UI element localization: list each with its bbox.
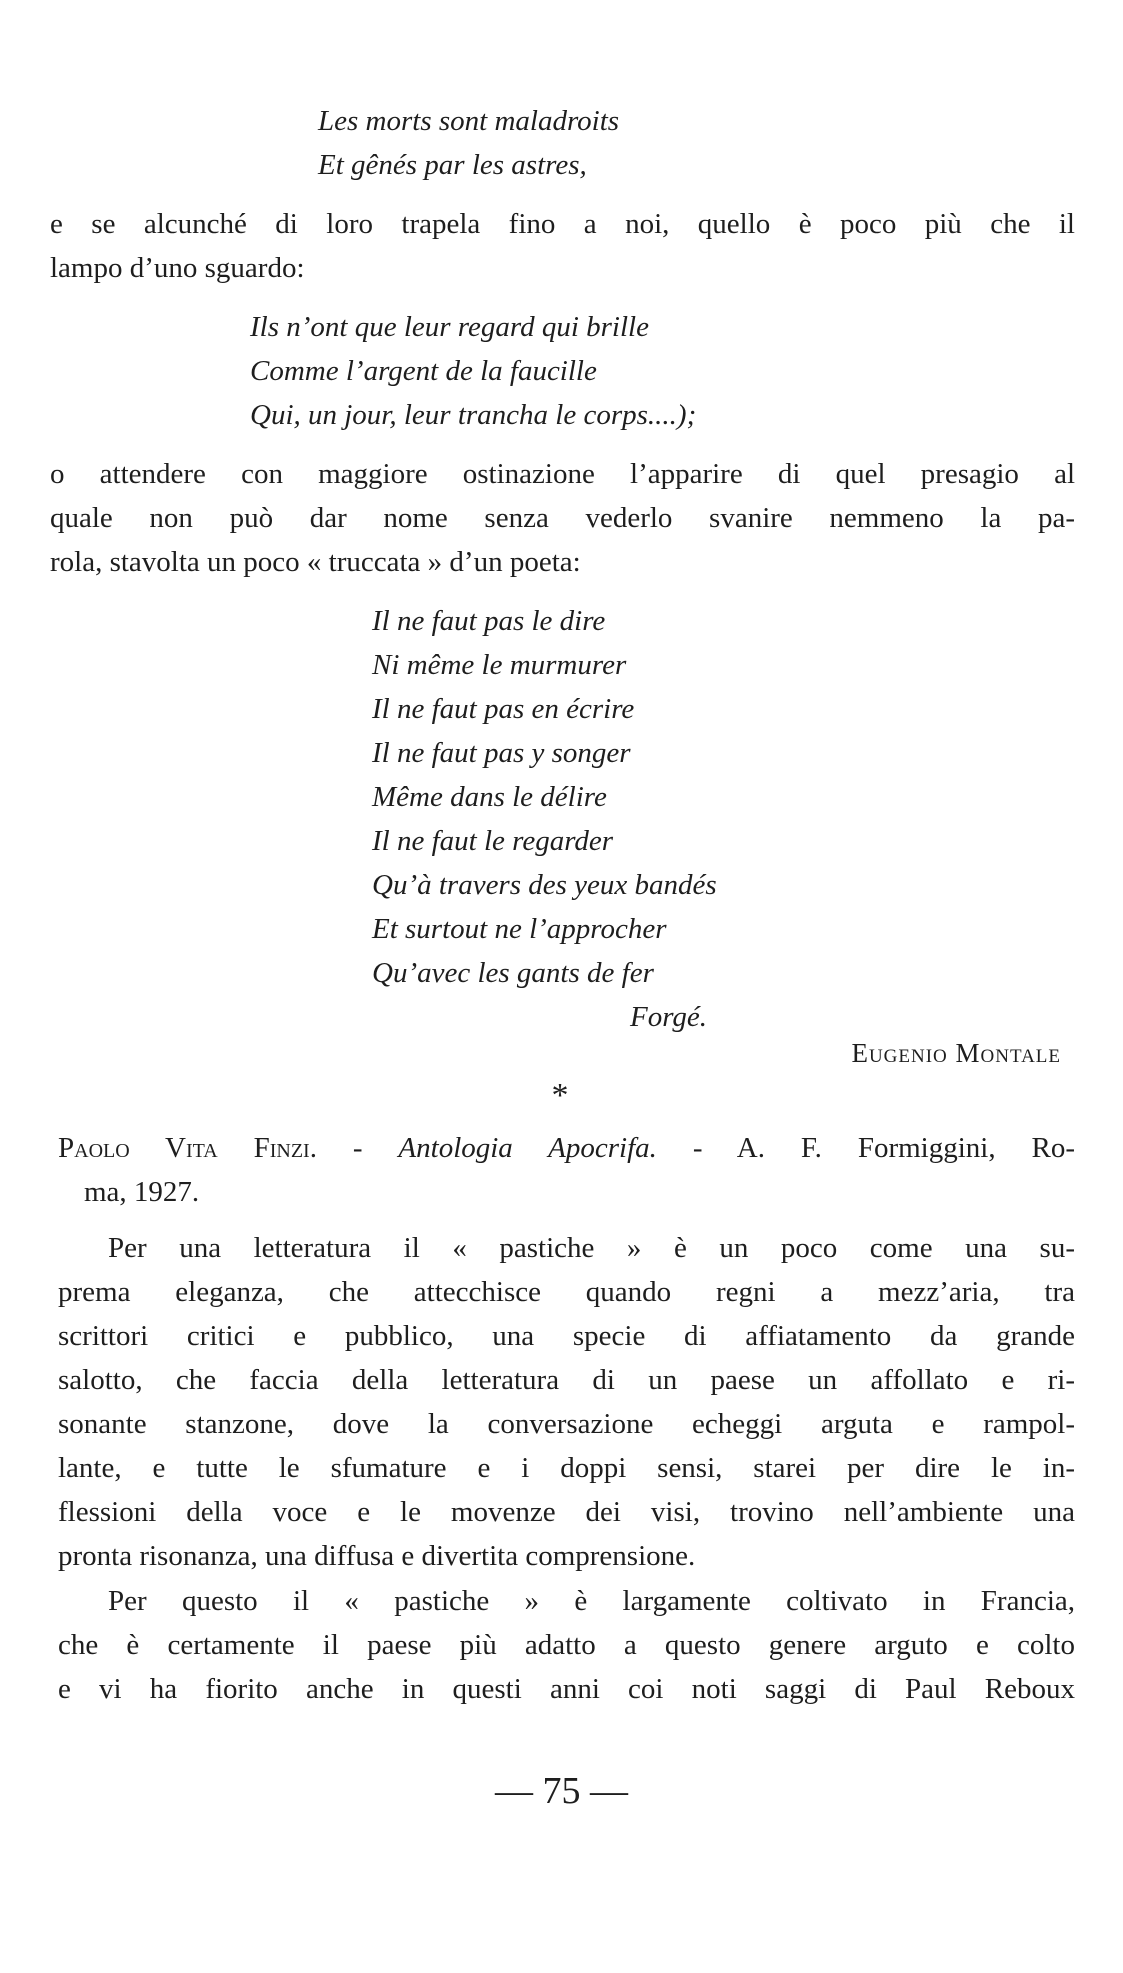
paragraph-line: prema eleganza, che attecchisce quando regni a mezz’aria, tra xyxy=(58,1276,1075,1308)
author-signature: Eugenio Montale xyxy=(851,1038,1061,1068)
poem-line: Même dans le délire xyxy=(372,781,607,813)
review-title: Antologia Apocrifa. xyxy=(398,1132,657,1164)
paragraph-line: Per questo il « pastiche » è largamente coltivato in Francia, xyxy=(108,1585,1075,1617)
poem-line: Les morts sont maladroits xyxy=(318,105,620,137)
poem-line: Il ne faut pas y songer xyxy=(372,737,631,769)
paragraph-line: pronta risonanza, una diffusa e divertita comprensione. xyxy=(58,1540,696,1572)
poem-line: Il ne faut le regarder xyxy=(372,825,614,857)
paragraph-line: quale non può dar nome senza vederlo svanire nemmeno la pa- xyxy=(50,502,1075,534)
poem-line: Il ne faut pas le dire xyxy=(372,605,606,637)
poem-line: Qui, un jour, leur trancha le corps....); xyxy=(250,399,697,431)
paragraph-line: Per una letteratura il « pastiche » è un poco come una su- xyxy=(108,1232,1075,1264)
review-heading-line2: ma, 1927. xyxy=(84,1176,200,1208)
review-heading xyxy=(58,1130,1075,1166)
page-number: — 75 — xyxy=(495,1770,628,1812)
poem-line: Ils n’ont que leur regard qui brille xyxy=(250,311,649,343)
poem-line: Ni même le murmurer xyxy=(372,649,627,681)
paragraph-line: flessioni della voce e le movenze dei visi, trovino nell’ambiente una xyxy=(58,1496,1075,1528)
poem-line: Et surtout ne l’approcher xyxy=(372,913,667,945)
poem-line: Comme l’argent de la faucille xyxy=(250,355,597,387)
paragraph-line: lante, e tutte le sfumature e i doppi sensi, starei per dire le in- xyxy=(58,1452,1075,1484)
paragraph-line: scrittori critici e pubblico, una specie di affiatamento da grande xyxy=(58,1320,1075,1352)
paragraph-line: rola, stavolta un poco « truccata » d’un poeta: xyxy=(50,546,581,578)
poem-line: Il ne faut pas en écrire xyxy=(372,693,635,725)
section-separator: * xyxy=(551,1077,569,1114)
poem-line: Qu’avec les gants de fer xyxy=(372,957,654,989)
paragraph-line: e vi ha fiorito anche in questi anni coi noti saggi di Paul Reboux xyxy=(58,1673,1075,1705)
poem-line: Qu’à travers des yeux bandés xyxy=(372,869,717,901)
paragraph-line: lampo d’uno sguardo: xyxy=(50,252,305,284)
paragraph-line: sonante stanzone, dove la conversazione echeggi arguta e rampol- xyxy=(58,1408,1075,1440)
review-dash: - xyxy=(316,1132,399,1164)
review-author: Paolo Vita Finzi. xyxy=(58,1132,317,1164)
review-publisher: - A. F. Formiggini, Ro- xyxy=(656,1132,1075,1164)
poem-line: Et gênés par les astres, xyxy=(318,149,587,181)
paragraph-line: e se alcunché di loro trapela fino a noi, quello è poco più che il xyxy=(50,208,1075,240)
poem-line: Forgé. xyxy=(630,1001,708,1033)
paragraph-line: che è certamente il paese più adatto a questo genere arguto e colto xyxy=(58,1629,1075,1661)
paragraph-line: salotto, che faccia della letteratura di un paese un affollato e ri- xyxy=(58,1364,1075,1396)
paragraph-line: o attendere con maggiore ostinazione l’apparire di quel presagio al xyxy=(50,458,1075,490)
